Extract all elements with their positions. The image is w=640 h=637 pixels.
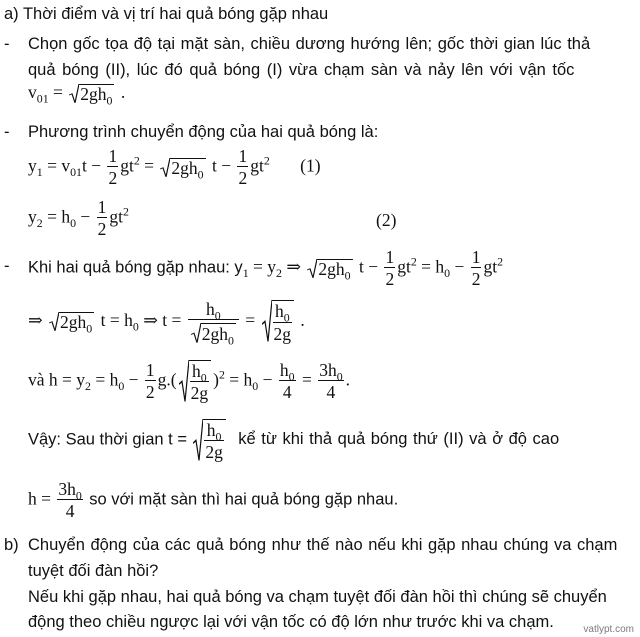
paragraph-1-line-1: Chọn gốc tọa độ tại mặt sàn, chiều dương hướng lên; gốc thời gian lúc thả bbox=[28, 35, 591, 53]
formula-v01: $v_{01}$ = $2gh_0$ . bbox=[28, 82, 126, 108]
sqrt-2gh0: $2gh_0$ bbox=[191, 323, 236, 343]
part-b-answer-line-2: động theo chiều ngược lại với vận tốc có độ lớn như trước khi va chạm. bbox=[28, 613, 554, 631]
conclusion-line-2: h = $\frac{3h_0}{4}$ so với mặt sàn thì hai quả bóng gặp nhau. bbox=[28, 479, 399, 522]
sqrt-h0-over-2g: $\frac{h_0}{2g}$ bbox=[193, 419, 226, 462]
sqrt-2gh0: $2gh_0$ bbox=[49, 312, 94, 332]
fraction-one-half: $\frac{1}{2}$ bbox=[97, 197, 107, 240]
fraction-one-half: $\frac{1}{2}$ bbox=[385, 247, 395, 290]
sqrt-2gh0: $2gh_0$ bbox=[307, 259, 352, 279]
solve-t: ⇒ $2gh_0$ $t = h_0$ ⇒ t = $\frac{h_0}{2gh_0}$ = $\frac{h_0}{2g}$ . bbox=[28, 299, 305, 348]
bullet-1-marker: - bbox=[4, 35, 10, 53]
equation-2: $y_2 = h_0$ − $\frac{1}{2}$ $gt^2$ bbox=[28, 197, 129, 240]
fraction-one-half: $\frac{1}{2}$ bbox=[471, 247, 481, 290]
fraction-one-half: $\frac{1}{2}$ bbox=[238, 146, 248, 189]
sqrt-h0-over-2g: $\frac{h_0}{2g}$ bbox=[179, 360, 212, 403]
part-a-title: Thời điểm và vị trí hai quả bóng gặp nhau bbox=[22, 5, 329, 23]
fraction-3h0-over-4: $\frac{3h_0}{4}$ bbox=[319, 360, 343, 403]
paragraph-2: Phương trình chuyển động của hai quả bóng là: bbox=[28, 123, 379, 141]
equation-1: $y_1 = v_{01}t$ − $\frac{1}{2}$ $gt^2$ = $2gh_0$ t − $\frac{1}{2}$ $gt^2$ (1) bbox=[28, 146, 321, 189]
sqrt-2gh0: $2gh_0$ bbox=[160, 158, 205, 178]
tag-1: (1) bbox=[300, 155, 321, 176]
paragraph-1-line-2: quả bóng (II), lúc đó quả bóng (I) vừa chạm sàn và nảy lên với vận tốc bbox=[28, 61, 575, 79]
meeting-condition: Khi hai quả bóng gặp nhau: $y_1 = y_2$ ⇒ $2gh_0$ t − $\frac{1}{2}$ $gt^2 = h_0$ − $\frac{1}{2}$ $gt^2$ bbox=[28, 247, 504, 290]
fraction-h0-over-sqrt-2gh0: $\frac{h_0}{2gh_0}$ bbox=[188, 300, 239, 344]
bullet-3-marker: - bbox=[4, 257, 10, 275]
fraction-h0-over-4: $\frac{h_0}{4}$ bbox=[279, 360, 295, 403]
sqrt-h0-over-2g: $\frac{h_0}{2g}$ bbox=[262, 300, 295, 343]
bullet-2-marker: - bbox=[4, 123, 10, 141]
part-a-heading bbox=[4, 6, 328, 23]
part-b-question-line-2: tuyệt đối đàn hồi? bbox=[28, 562, 159, 580]
fraction-one-half: $\frac{1}{2}$ bbox=[145, 360, 155, 403]
sqrt-2gh0: $2gh_0$ bbox=[69, 84, 114, 104]
tag-2: (2) bbox=[376, 210, 397, 230]
part-b-question-line-1: Chuyển động của các quả bóng như thế nào nếu khi gặp nhau chúng va chạm bbox=[28, 536, 618, 554]
watermark: vatlypt.com bbox=[583, 624, 634, 635]
part-a-label: a) bbox=[4, 5, 19, 23]
solve-h: và $h = y_2 = h_0$ − $\frac{1}{2}$ g.( $\frac{h_0}{2g}$ )$^2 = h_0$ − $\frac{h_0}{4}$ = $\frac{3h_0}{4}$ . bbox=[28, 360, 351, 404]
fraction-3h0-over-4: $\frac{3h_0}{4}$ bbox=[58, 479, 82, 522]
part-b-answer-line-1: Nếu khi gặp nhau, hai quả bóng va chạm tuyệt đối đàn hồi thì chúng sẽ chuyển bbox=[28, 588, 607, 606]
fraction-one-half: $\frac{1}{2}$ bbox=[108, 146, 118, 189]
part-b-label: b) bbox=[4, 536, 19, 554]
conclusion-line-1: Vậy: Sau thời gian t = $\frac{h_0}{2g}$ kể từ khi thả quả bóng thứ (II) và ở độ cao bbox=[28, 420, 560, 463]
